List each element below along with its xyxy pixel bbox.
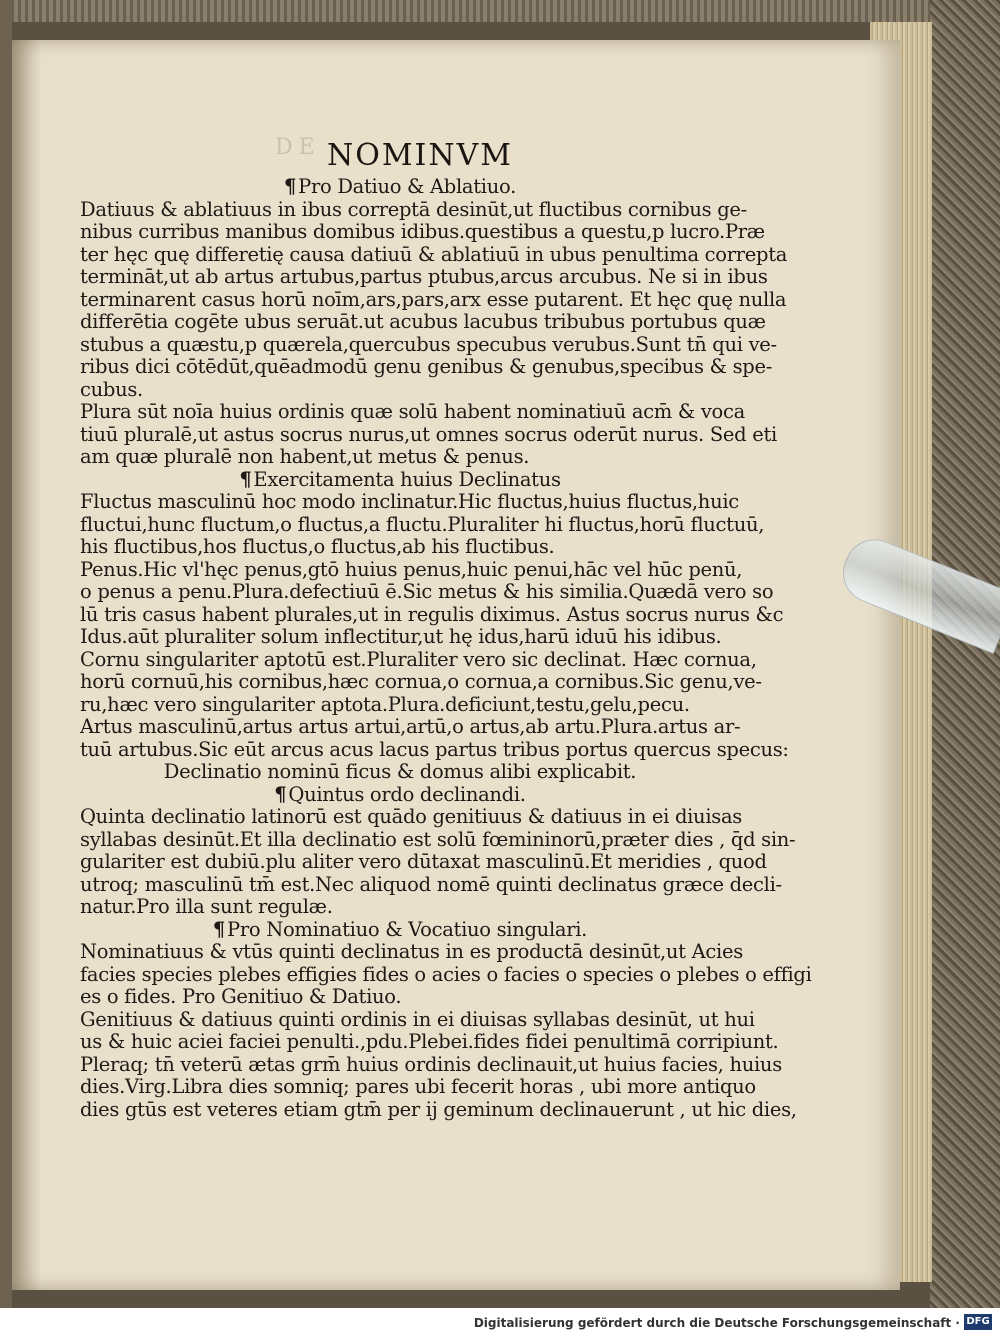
- body-line: [80, 715, 741, 739]
- line-text: horū cornuū,his cornibus,hæc cornua,o cornua,a cornibus.Sic genu,ve-: [80, 670, 762, 693]
- line-text: dies.Virg.Libra dies somniq; pares ubi fecerit horas , ubi more antiquo: [80, 1075, 756, 1098]
- body-line: [80, 962, 812, 987]
- pilcrow-icon: ¶: [274, 782, 287, 806]
- line-text: Fluctus masculinū hoc modo inclinatur.Hic fluctus,huius fluctus,huic: [80, 490, 739, 513]
- line-text: stubus a quæstu,p quærela,quercubus specubus verubus.Sunt tn̄ qui ve-: [80, 332, 777, 356]
- page-heading: NOMINVM: [326, 138, 514, 173]
- line-text: facies species plebes effigies fides o acies o facies o species o plebes o effigi: [80, 962, 812, 986]
- body-line: [80, 670, 762, 694]
- book-board-left: [0, 0, 12, 1308]
- dfg-logo-icon: DFG: [964, 1314, 992, 1330]
- line-text: us & huic aciei faciei penulti.,pdu.Plebei.fides fidei penultimā corripiunt.: [80, 1030, 779, 1053]
- section-heading-line: [80, 469, 720, 492]
- line-text: lū tris casus habent plurales,ut in regulis diximus. Astus socrus nurus &c: [80, 602, 784, 626]
- line-text: ru,hæc vero singulariter aptota.Plura.deficiunt,testu,gelu,pecu.: [80, 692, 690, 716]
- section-heading-line: [80, 784, 720, 807]
- body-line: [80, 400, 745, 424]
- line-text: nibus curribus manibus domibus idibus.questibus a questu,p lucro.Præ: [80, 220, 765, 243]
- body-line: [80, 580, 774, 604]
- body-line: [80, 940, 743, 964]
- line-text: Genitiuus & datiuus quinti ordinis in ei diuisas syllabas desinūt, ut hui: [80, 1007, 755, 1031]
- line-text: Quintus ordo declinandi.: [288, 782, 526, 806]
- book-board-top: [0, 0, 1000, 22]
- body-line: [80, 737, 789, 762]
- body-line: [80, 647, 757, 672]
- body-line: [80, 512, 765, 537]
- line-text: differētia cogēte ubus seruāt.ut acubus lacubus tribubus portubus quæ: [80, 310, 766, 333]
- line-text: cubus.: [80, 377, 143, 401]
- body-line: [80, 626, 720, 649]
- body-line: [80, 602, 784, 627]
- text-lines: [80, 175, 812, 1121]
- section-heading-line: [80, 761, 720, 784]
- body-line: [80, 1007, 755, 1032]
- line-text: ribus dici cōtēdūt,quēadmodū genu genibus & genubus,specibus & spe-: [80, 355, 773, 378]
- line-text: Cornu singulariter aptotū est.Pluraliter vero sic declinat. Hæc cornua,: [80, 647, 757, 671]
- line-text: o penus a penu.Plura.defectiuū ē.Sic metus & his similia.Quædā vero so: [80, 580, 774, 603]
- body-line: [80, 422, 777, 447]
- footer-credit: Digitalisierung gefördert durch die Deutsche Forschungsgemeinschaft ·: [473, 1316, 960, 1330]
- line-text: fluctui,hunc fluctum,o fluctus,a fluctu.Pluraliter hi fluctus,horū fluctuū,: [80, 512, 765, 536]
- line-text: Exercitamenta huius Declinatus: [253, 467, 561, 491]
- line-text: Quinta declinatio latinorū est quādo genitiuus & datiuus in ei diuisas: [80, 805, 742, 828]
- body-line: [80, 805, 742, 829]
- body-line: [80, 536, 720, 559]
- footer-bar: [0, 1308, 1000, 1337]
- pilcrow-icon: ¶: [212, 917, 226, 941]
- body-line: [80, 694, 720, 717]
- body-line: [80, 986, 720, 1009]
- body-line: [80, 1075, 756, 1099]
- line-text: Nominatiuus & vtūs quinti declinatus in es productā desinūt,ut Acies: [80, 940, 743, 963]
- body-line: [80, 332, 777, 357]
- body-line: [80, 896, 720, 919]
- body-line: [80, 265, 768, 289]
- body-line: [80, 310, 766, 334]
- line-text: Plura sūt noīa huius ordinis quæ solū habent nominatiuū acm̄ & voca: [80, 400, 745, 423]
- body-line: [80, 242, 788, 267]
- line-text: ter hęc quę differetię causa datiuū & ablatiuū in ubus penultima correpta: [80, 242, 788, 266]
- line-text: dies gtūs est veteres etiam gtm̄ per ij geminum declinauerunt , ut hic dies,: [80, 1097, 797, 1121]
- body-line: [80, 872, 782, 897]
- line-text: Declinatio nominū ficus & domus alibi explicabit.: [163, 760, 637, 783]
- pilcrow-icon: ¶: [239, 467, 252, 491]
- body-line: [80, 827, 796, 852]
- body-line: [80, 1097, 797, 1122]
- line-text: natur.Pro illa sunt regulæ.: [80, 895, 333, 918]
- line-text: tiuū pluralē,ut astus socrus nurus,ut omnes socrus oderūt nurus. Sed eti: [80, 422, 777, 446]
- bleed-through-text: DE: [275, 135, 321, 160]
- line-text: terminarent casus horū noīm,ars,pars,arx esse putarent. Et hęc quę nulla: [80, 287, 787, 311]
- section-heading-line: [80, 919, 720, 942]
- line-text: Pleraq; tn̄ veterū ætas grm̄ huius ordinis declinauit,ut huius facies, huius: [80, 1052, 782, 1076]
- line-text: Penus.Hic vl'hęc penus,gtō huius penus,huic penui,hāc vel hūc penū,: [80, 557, 743, 581]
- page-gutter-shadow: [12, 40, 42, 1290]
- body-line: [80, 490, 739, 514]
- line-text: Pro Datiuo & Ablatiuo.: [298, 175, 516, 198]
- line-text: his fluctibus,hos fluctus,o fluctus,ab his fluctibus.: [80, 535, 555, 558]
- body-line: [80, 287, 787, 312]
- line-text: utroq; masculinū tm̄ est.Nec aliquod nomē quinti declinatus græce decli-: [80, 872, 782, 896]
- line-text: es o fides. Pro Genitiuo & Datiuo.: [80, 985, 402, 1008]
- body-line: [80, 379, 720, 402]
- pilcrow-icon: ¶: [284, 175, 297, 198]
- body-line: [80, 850, 767, 874]
- body-line: [80, 355, 773, 379]
- section-heading-line: [80, 176, 720, 199]
- body-line: [80, 446, 720, 469]
- body-line: [80, 220, 765, 244]
- line-text: tuū artubus.Sic eūt arcus acus lacus partus tribus portus quercus specus:: [80, 737, 789, 761]
- line-text: Pro Nominatiuo & Vocatiuo singulari.: [227, 917, 588, 941]
- body-line: [80, 557, 743, 582]
- book-binding: [930, 0, 1000, 1308]
- line-text: gulariter est dubiū.plu aliter vero dūtaxat masculinū.Et meridies , quod: [80, 850, 767, 873]
- body-line: [80, 197, 747, 222]
- page-text: [80, 138, 812, 1121]
- line-text: syllabas desinūt.Et illa declinatio est solū fœmininorū,præter dies , q̄d sin-: [80, 827, 796, 851]
- body-line: [80, 1052, 782, 1077]
- body-line: [80, 1030, 779, 1054]
- line-text: termināt,ut ab artus artubus,partus ptubus,arcus arcubus. Ne si in ibus: [80, 265, 768, 288]
- line-text: Idus.aūt pluraliter solum inflectitur,ut hę idus,harū iduū his idibus.: [80, 625, 722, 648]
- line-text: am quæ pluralē non habent,ut metus & penus.: [80, 445, 530, 468]
- line-text: Datiuus & ablatiuus in ibus correptā desinūt,ut fluctibus cornibus ge-: [80, 197, 747, 221]
- line-text: Artus masculinū,artus artus artui,artū,o artus,ab artu.Plura.artus ar-: [80, 715, 741, 738]
